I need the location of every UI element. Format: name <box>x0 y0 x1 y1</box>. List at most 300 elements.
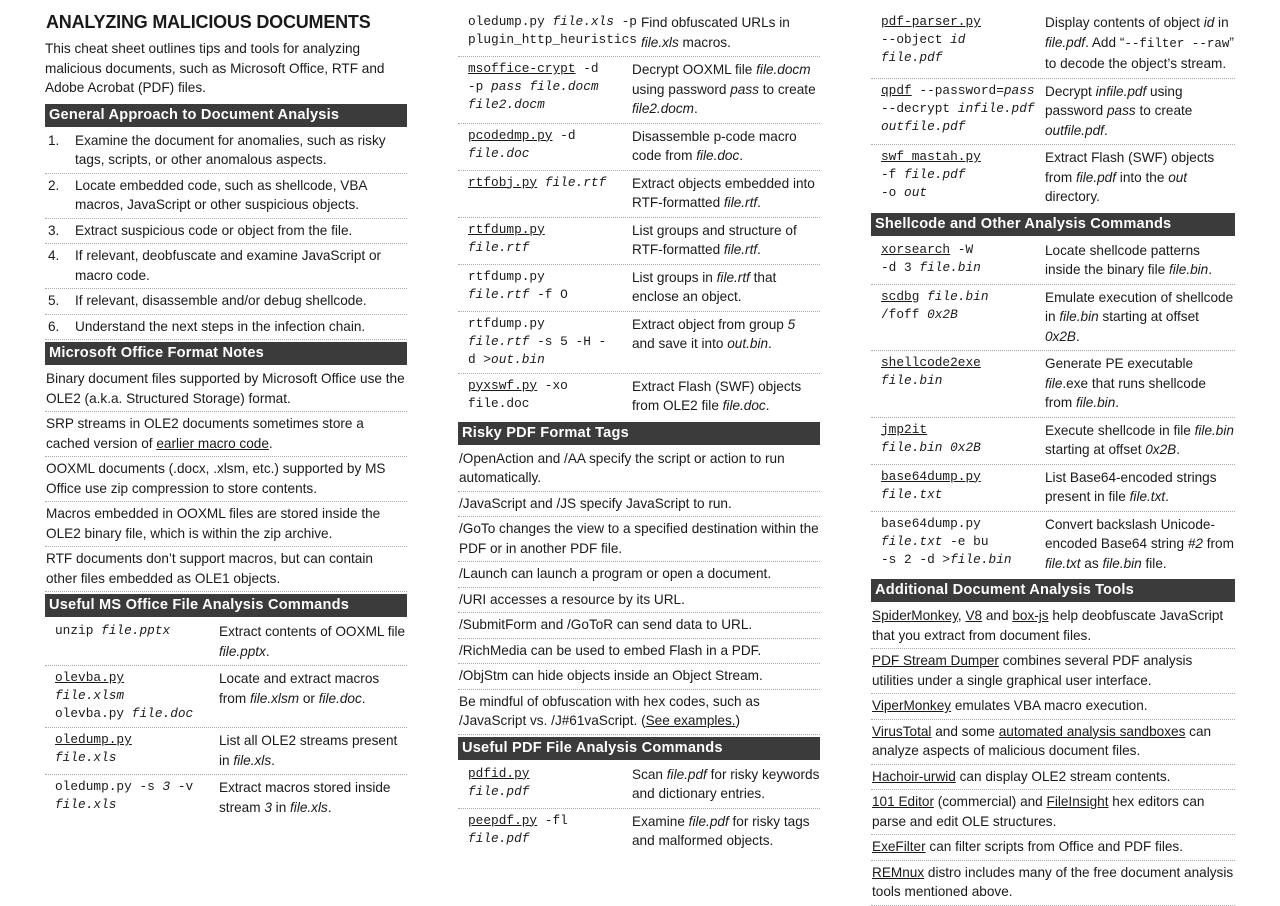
text-segment: file.rtf <box>723 195 758 210</box>
link[interactable]: SpiderMonkey <box>872 608 958 623</box>
command-description <box>1045 13 1235 74</box>
text-segment: file.bin 0x2B <box>881 439 981 455</box>
text-segment: starting at offset <box>1045 442 1146 457</box>
link[interactable]: pdfid.py <box>468 765 530 781</box>
text-segment: file.rtf <box>468 239 530 255</box>
text-segment: file.txt <box>1045 555 1081 571</box>
link[interactable]: ViperMonkey <box>872 698 952 713</box>
command-line <box>468 286 628 304</box>
text-segment: out.bin <box>727 336 769 351</box>
text-segment: -fl <box>537 812 568 828</box>
text-segment: /JavaScript and /JS specify JavaScript to run. <box>459 495 732 511</box>
command-line <box>881 166 1041 184</box>
section-heading: Useful PDF File Analysis Commands <box>458 737 820 760</box>
command-line <box>55 669 215 687</box>
note-item <box>45 502 407 547</box>
text-segment: . <box>1075 328 1080 344</box>
command-line <box>55 687 215 705</box>
command-row <box>871 285 1235 352</box>
text-segment: -s 2 -d > <box>881 551 951 567</box>
text-segment: /Launch can launch a program or open a document. <box>459 566 772 581</box>
text-segment: file.doc <box>722 398 766 413</box>
text-segment: 3 <box>264 799 272 815</box>
text-segment: -v <box>170 779 194 794</box>
command-line <box>468 830 628 848</box>
text-segment: file.rtf <box>716 269 750 285</box>
section <box>458 737 820 855</box>
text-segment: Disassemble p-code macro code from <box>632 128 797 163</box>
text-segment: -p <box>468 79 492 94</box>
command-line <box>55 705 215 723</box>
text-segment: /SubmitForm and /GoToR can send data to URL. <box>459 617 753 632</box>
text-segment: /foff <box>881 306 928 322</box>
command-line <box>55 731 215 749</box>
text-segment: file.txt <box>881 486 943 502</box>
link[interactable]: olevba.py <box>55 670 125 685</box>
list-text <box>75 176 407 215</box>
text-segment: -xo <box>537 377 568 393</box>
text-segment: file.rtf <box>544 174 607 190</box>
section-heading: Useful MS Office File Analysis Commands <box>45 594 407 617</box>
link[interactable]: qpdf <box>881 82 912 98</box>
command <box>881 354 1045 413</box>
text-segment: file.xls <box>640 34 679 50</box>
link[interactable]: rtfdump.py <box>468 221 545 237</box>
command-line <box>468 145 628 163</box>
link[interactable]: pdf-parser.py <box>881 14 981 29</box>
note-item <box>871 835 1235 861</box>
command-description <box>1045 468 1235 507</box>
command-description <box>632 812 820 851</box>
text-segment: file <box>1045 375 1063 391</box>
text-segment: file.bin <box>1168 262 1209 277</box>
text-segment: . <box>768 336 772 351</box>
text-segment: Extract contents of OOXML file <box>219 624 406 639</box>
link[interactable]: 101 Editor <box>872 794 934 809</box>
text-segment: d > <box>468 351 492 367</box>
text-segment: into the <box>1116 169 1169 185</box>
section-heading: General Approach to Document Analysis <box>45 104 407 127</box>
text-segment: . <box>327 799 332 815</box>
text-segment: -e bu <box>942 533 989 549</box>
text-segment: file. <box>1141 555 1167 571</box>
list-number: 1. <box>48 132 60 148</box>
command-row <box>871 418 1235 465</box>
link[interactable]: rtfobj.py <box>468 174 538 190</box>
text-segment: /URI accesses a resource by its URL. <box>459 591 685 607</box>
link[interactable]: See examples. <box>645 713 736 728</box>
text-segment: 5 <box>787 316 796 332</box>
text-segment: 0x2B <box>1045 328 1076 344</box>
command-line <box>881 31 1041 49</box>
link[interactable]: REMnux <box>872 864 925 880</box>
command-row <box>45 775 407 821</box>
text-segment: emulates VBA macro execution. <box>951 698 1148 713</box>
command-row <box>45 619 407 666</box>
text-segment: hex editors can parse and edit OLE structures. <box>872 794 1205 829</box>
note-item <box>45 367 407 412</box>
note-item <box>458 588 820 614</box>
text-segment: Extract suspicious code or object from the file. <box>75 222 353 238</box>
text-segment <box>537 175 545 190</box>
note-item <box>458 664 820 690</box>
command-line <box>881 533 1041 551</box>
command-row <box>871 79 1235 146</box>
note-item <box>45 412 407 457</box>
text-segment: in <box>1214 15 1229 30</box>
command-line <box>468 377 628 395</box>
section <box>458 422 820 735</box>
command-description <box>1045 148 1235 207</box>
section-heading: Additional Document Analysis Tools <box>871 579 1235 602</box>
command <box>881 421 1045 460</box>
text-segment: . <box>271 752 275 768</box>
command <box>881 288 1045 347</box>
command-row <box>45 666 407 728</box>
text-segment: oledump.py -s <box>55 779 163 794</box>
command <box>881 148 1045 207</box>
command-line <box>468 221 628 239</box>
text-segment: out.bin <box>491 351 545 367</box>
text-segment: outfile.pdf <box>881 118 966 134</box>
list-number: 5. <box>48 293 60 308</box>
text-segment: file.xls <box>55 750 117 765</box>
command-line <box>881 49 1041 67</box>
link[interactable]: scdbg <box>881 288 920 304</box>
section <box>45 594 407 821</box>
text-segment <box>919 289 927 304</box>
command-row <box>458 374 820 420</box>
section <box>458 10 820 420</box>
text-segment: macros. <box>678 34 731 50</box>
command-description <box>1045 354 1235 413</box>
text-segment: . <box>757 242 761 257</box>
list-item <box>45 315 407 341</box>
command-line <box>881 468 1041 486</box>
command-description <box>219 622 407 661</box>
text-segment: can analyze aspects of malicious document files. <box>872 723 1212 758</box>
note-item <box>458 690 820 735</box>
text-segment: and <box>982 608 1013 623</box>
list-number: 4. <box>48 248 60 263</box>
text-segment: . <box>765 398 770 413</box>
text-segment: for risky tags and malformed objects. <box>632 813 810 848</box>
text-segment: Extract objects embedded into RTF-formatted <box>632 175 815 210</box>
text-segment: combines several PDF analysis utilities under a single graphical user interface. <box>872 653 1193 688</box>
list-text <box>75 317 365 337</box>
list-text <box>75 131 407 170</box>
link[interactable]: base64dump.py <box>881 468 981 484</box>
link[interactable]: earlier macro code <box>156 435 269 451</box>
note-item <box>871 649 1235 694</box>
section <box>871 579 1235 906</box>
command-line <box>881 421 1041 439</box>
text-segment: distro includes many of the free document analysis tools mentioned above. <box>872 864 1234 899</box>
command-line <box>468 31 637 49</box>
command <box>881 241 1045 280</box>
text-segment: unzip <box>55 623 102 638</box>
link[interactable]: peepdf.py <box>468 812 538 828</box>
command-line <box>55 622 215 640</box>
text-segment: file.pdf <box>468 783 530 799</box>
text-segment: file.rtf <box>468 333 530 349</box>
text-segment: file.pdf <box>1045 34 1086 50</box>
link[interactable]: oledump.py <box>55 732 132 747</box>
text-segment: Macros embedded in OOXML files are stored inside the OLE2 binary file, which is within the zip archive. <box>46 506 381 541</box>
command <box>881 13 1045 74</box>
link[interactable]: shellcode2exe <box>881 355 981 370</box>
list-number: 3. <box>48 222 60 238</box>
command-row <box>871 10 1235 79</box>
command-row <box>458 218 820 265</box>
command-description <box>219 731 407 770</box>
link[interactable]: Hachoir-urwid <box>872 768 956 784</box>
command-line <box>55 778 215 796</box>
text-segment: List Base64-encoded strings present in file <box>1045 469 1217 504</box>
text-segment: (commercial) and <box>933 794 1047 809</box>
text-segment: . <box>265 643 270 659</box>
text-segment: and save it into <box>632 336 728 351</box>
text-segment: Generate PE executable <box>1045 356 1194 371</box>
text-segment: rtfdump.py <box>468 268 545 284</box>
text-segment: Extract Flash (SWF) objects from OLE2 file <box>632 378 802 413</box>
command-row <box>458 762 820 809</box>
note-item <box>871 861 1235 906</box>
text-segment: for risky keywords and dictionary entries. <box>632 766 820 801</box>
text-segment: file.bin <box>1059 309 1099 324</box>
command-row <box>871 145 1235 211</box>
link[interactable]: PDF Stream Dumper <box>872 653 999 668</box>
command <box>881 468 1045 507</box>
text-segment: Locate shellcode patterns inside the binary file <box>1045 242 1200 277</box>
text-segment: Extract Flash (SWF) objects from <box>1045 150 1215 185</box>
note-item <box>871 604 1235 649</box>
text-segment: file.bin <box>1194 422 1234 438</box>
text-segment: ) <box>735 713 741 728</box>
text-segment: file.bin <box>1075 395 1116 410</box>
command <box>468 268 632 307</box>
note-item <box>871 694 1235 720</box>
text-segment: file.pdf <box>904 167 966 182</box>
link[interactable]: jmp2it <box>881 421 928 437</box>
text-segment: . <box>739 148 744 163</box>
command-row <box>458 10 820 57</box>
text-segment: 3 <box>162 779 171 794</box>
text-segment: olevba.py <box>55 706 132 721</box>
text-segment: . <box>757 195 761 210</box>
text-segment: file.pdf <box>468 830 530 846</box>
command-line <box>468 395 628 413</box>
text-segment: . <box>693 101 698 116</box>
text-segment: file.bin <box>927 288 989 304</box>
text-segment: Binary document files supported by Microsoft Office use the OLE2 (a.k.a. Structured Storage) format. <box>46 371 405 406</box>
command-line <box>881 439 1041 457</box>
command-line <box>881 100 1041 118</box>
note-item <box>871 790 1235 835</box>
list-item <box>45 244 407 289</box>
text-segment: Locate embedded code, such as shellcode, VBA macros, JavaScript or other suspicious objects. <box>75 177 367 212</box>
text-segment: using password <box>1045 83 1183 118</box>
command-line <box>55 796 215 814</box>
command-row <box>871 351 1235 418</box>
text-segment: file.doc <box>318 690 362 706</box>
text-segment: file2.docm <box>468 97 545 112</box>
text-segment: pass <box>1003 82 1035 98</box>
text-segment: OOXML documents (.docx, .xlsm, etc.) supported by MS Office use zip compression to store contents. <box>46 461 386 496</box>
command-description <box>1045 288 1235 347</box>
text-segment: ” to decode the object’s stream. <box>1045 34 1234 71</box>
section <box>45 342 407 592</box>
link[interactable]: pyxswf.py <box>468 377 538 393</box>
text-segment: id <box>1203 15 1215 30</box>
intro-text: This cheat sheet outlines tips and tools for analyzing malicious documents, such as Microsoft Office, RTF and Adobe Acrobat (PDF) files. <box>45 41 385 95</box>
text-segment: -d <box>552 127 576 143</box>
note-item <box>871 720 1235 765</box>
command-line <box>468 812 628 830</box>
text-segment: directory. <box>1045 189 1100 204</box>
text-segment: Find obfuscated URLs in <box>640 15 790 30</box>
text-segment: help deobfuscate JavaScript that you extract from document files. <box>872 608 1224 643</box>
link[interactable]: msoffice-crypt <box>468 61 576 76</box>
note-item <box>458 447 820 492</box>
text-segment: and some <box>931 723 999 739</box>
command-line <box>881 118 1041 136</box>
command-line <box>881 354 1041 372</box>
command-row <box>871 238 1235 285</box>
text-segment: that enclose an object. <box>632 269 777 304</box>
command-row <box>871 512 1235 578</box>
link[interactable]: VirusTotal <box>872 723 932 739</box>
command-description <box>632 127 820 166</box>
text-segment: Execute shellcode in file <box>1045 422 1195 438</box>
text-segment: Extract macros stored inside stream <box>219 780 391 815</box>
command-row <box>458 265 820 312</box>
list-item <box>45 129 407 174</box>
text-segment: id <box>950 32 966 47</box>
text-segment: . <box>361 690 366 706</box>
command-line <box>881 288 1041 306</box>
command-line <box>881 184 1041 202</box>
text-segment: . Add “ <box>1085 34 1125 50</box>
text-segment: from <box>1202 536 1234 551</box>
list-item <box>45 219 407 245</box>
text-segment: file.xls <box>55 797 117 812</box>
command <box>55 669 219 723</box>
text-segment: file.xls <box>290 799 328 815</box>
command <box>468 60 632 119</box>
link[interactable]: pcodedmp.py <box>468 127 553 143</box>
text-segment: in <box>271 799 291 815</box>
note-item <box>458 613 820 639</box>
text-segment: infile.pdf <box>957 100 1035 116</box>
text-segment: as <box>1080 555 1103 571</box>
command-description <box>1045 515 1235 574</box>
text-segment: -W <box>950 241 974 257</box>
section <box>45 104 407 341</box>
text-segment: -p <box>613 14 637 29</box>
text-segment: file.pdf <box>1075 169 1117 185</box>
command <box>881 82 1045 141</box>
link[interactable]: V8 <box>965 608 983 623</box>
text-segment: . <box>1103 122 1108 138</box>
command-description <box>219 778 407 817</box>
text-segment: --filter --raw <box>1124 36 1230 51</box>
link[interactable]: FileInsight <box>1046 794 1109 809</box>
command-line <box>881 515 1041 533</box>
text-segment: file.pdf <box>688 813 729 829</box>
text-segment: to create <box>758 81 816 97</box>
column-3 <box>871 10 1235 906</box>
text-segment: file.xlsm <box>55 688 125 703</box>
column-1 <box>45 10 407 821</box>
text-segment: .exe that runs shellcode from <box>1045 375 1206 410</box>
command-line <box>881 148 1041 166</box>
link[interactable]: ExeFilter <box>872 839 926 854</box>
text-segment: -f O <box>529 286 568 302</box>
text-segment: plugin_http_heuristics <box>468 32 637 47</box>
text-segment: can display OLE2 stream contents. <box>955 768 1171 784</box>
command-line <box>468 60 628 78</box>
text-segment: file.docm <box>756 62 811 77</box>
command-row <box>871 465 1235 512</box>
list-number: 2. <box>48 177 60 193</box>
command-row <box>458 57 820 124</box>
text-segment: file.bin <box>919 259 981 275</box>
command <box>881 515 1045 574</box>
command-description <box>632 377 820 416</box>
command-line <box>881 241 1041 259</box>
text-segment: file.xlsm <box>249 690 300 706</box>
command-description <box>632 765 820 804</box>
command-line <box>468 765 628 783</box>
link[interactable]: automated analysis sandboxes <box>998 723 1186 739</box>
text-segment: 0x2B <box>1145 442 1177 457</box>
text-segment: --password= <box>911 82 1004 98</box>
text-segment: #2 <box>1187 536 1203 551</box>
text-segment: file.pptx <box>219 643 266 659</box>
command-description <box>632 315 820 369</box>
page-title: ANALYZING MALICIOUS DOCUMENTS <box>46 12 371 32</box>
text-segment: . <box>268 435 273 451</box>
command-line <box>881 372 1041 390</box>
command-description <box>1045 82 1235 141</box>
section-heading: Risky PDF Format Tags <box>458 422 820 445</box>
link[interactable]: box-js <box>1012 608 1049 623</box>
text-segment: file.doc <box>468 145 530 161</box>
note-item <box>45 547 407 592</box>
link[interactable]: swf_mastah.py <box>881 149 981 164</box>
command-line <box>881 82 1041 100</box>
text-segment: . <box>1176 442 1181 457</box>
text-segment: pass <box>1106 103 1136 118</box>
text-segment: /GoTo changes the view to a specified destination within the PDF or in another PDF file. <box>459 521 819 556</box>
command-line <box>468 351 628 369</box>
text-segment: List groups and structure of RTF-formatted <box>632 222 797 257</box>
text-segment: file.rtf <box>723 242 758 257</box>
text-segment: Examine the document for anomalies, such as risky tags, scripts, or other anomalous aspects. <box>75 132 386 167</box>
text-segment: Emulate execution of shellcode in <box>1045 289 1234 324</box>
command-line <box>881 486 1041 504</box>
text-segment: file.txt <box>881 533 943 549</box>
text-segment: file.pptx <box>101 623 171 638</box>
command-line <box>881 13 1041 31</box>
text-segment: Understand the next steps in the infection chain. <box>75 318 366 334</box>
command <box>468 174 632 213</box>
section-heading: Shellcode and Other Analysis Commands <box>871 213 1235 236</box>
link[interactable]: xorsearch <box>881 241 951 257</box>
text-segment: file.rtf <box>468 286 530 302</box>
text-segment: Display contents of object <box>1045 15 1204 30</box>
